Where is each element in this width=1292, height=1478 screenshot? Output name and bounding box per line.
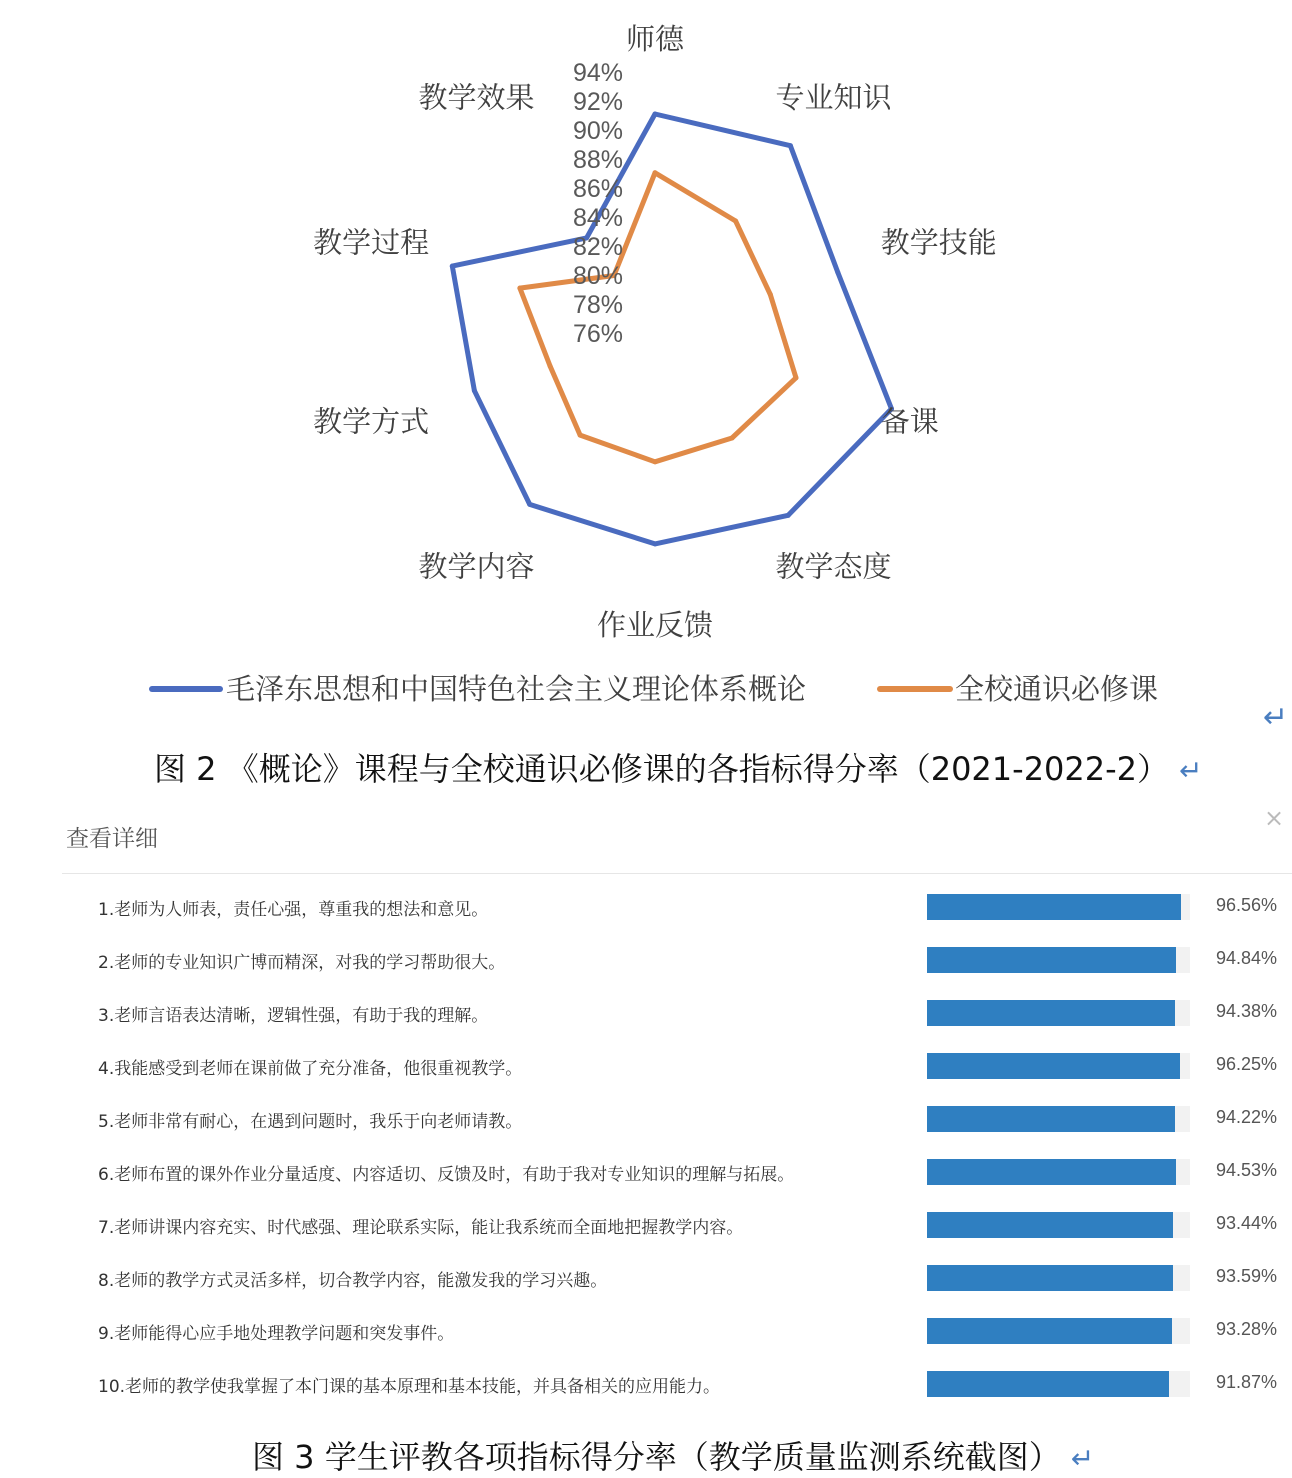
axis-label: 备课 — [880, 404, 939, 439]
radar-point — [730, 436, 735, 441]
radar-chart — [0, 0, 1292, 720]
score-bar-track — [927, 1212, 1190, 1238]
score-percent: 91.87% — [1216, 1372, 1278, 1392]
radar-point — [653, 170, 658, 175]
indicator-row — [0, 1304, 1292, 1357]
score-percent: 94.38% — [1216, 1001, 1278, 1021]
indicator-row — [0, 880, 1292, 933]
indicator-text: 1.老师为人师表，责任心强，尊重我的想法和意见。 — [98, 900, 489, 920]
radar-series-0 — [452, 114, 891, 544]
radar-point — [835, 270, 840, 275]
figure-3-caption-text: 图 3 学生评教各项指标得分率（教学质量监测系统截图） — [252, 1438, 1061, 1476]
score-percent: 96.25% — [1216, 1054, 1278, 1074]
radial-tick-label: 86% — [572, 175, 623, 203]
radial-tick-label: 80% — [572, 262, 623, 290]
radial-tick-label: 84% — [572, 204, 623, 232]
score-bar — [927, 1053, 1180, 1079]
score-bar — [927, 1000, 1175, 1026]
score-bar-track — [927, 1265, 1190, 1291]
score-bar — [927, 894, 1181, 920]
score-bar — [927, 947, 1176, 973]
radar-point — [733, 219, 738, 224]
radial-tick-label: 88% — [572, 146, 623, 174]
radar-point — [517, 286, 522, 291]
score-percent: 93.28% — [1216, 1319, 1278, 1339]
indicator-row — [0, 1039, 1292, 1092]
radial-tick-label: 90% — [572, 117, 623, 145]
indicator-row — [0, 933, 1292, 986]
indicator-row — [0, 1092, 1292, 1145]
score-bar-track — [927, 1159, 1190, 1185]
score-percent: 94.84% — [1216, 948, 1278, 968]
axis-label: 教学效果 — [418, 80, 535, 115]
score-bar — [927, 1318, 1172, 1344]
indicator-text: 10.老师的教学使我掌握了本门课的基本原理和基本技能，并具备相关的应用能力。 — [98, 1377, 721, 1397]
panel-divider — [62, 873, 1292, 874]
score-bar-track — [927, 1053, 1190, 1079]
indicator-text: 7.老师讲课内容充实、时代感强、理论联系实际，能让我系统而全面地把握教学内容。 — [98, 1218, 744, 1238]
radial-tick-label: 78% — [572, 291, 623, 319]
score-bar-track — [927, 1318, 1190, 1344]
score-percent: 93.44% — [1216, 1213, 1278, 1233]
score-bar — [927, 1106, 1175, 1132]
score-percent: 93.59% — [1216, 1266, 1278, 1286]
score-bar-track — [927, 894, 1190, 920]
radial-tick-label: 82% — [572, 233, 623, 261]
indicator-text: 8.老师的教学方式灵活多样，切合教学内容，能激发我的学习兴趣。 — [98, 1271, 608, 1291]
paragraph-mark-icon: ↵ — [1070, 1442, 1095, 1475]
score-percent: 96.56% — [1216, 895, 1278, 915]
score-bar — [927, 1159, 1176, 1185]
radar-point — [788, 143, 793, 148]
indicator-text: 5.老师非常有耐心，在遇到问题时，我乐于向老师请教。 — [98, 1112, 523, 1132]
figure-3-caption — [252, 1432, 1094, 1478]
radar-point — [527, 502, 532, 507]
axis-label: 作业反馈 — [596, 608, 714, 642]
figure-2-caption-text: 图 2 《概论》课程与全校通识必修课的各指标得分率（2021-2022-2） — [154, 750, 1170, 788]
legend-label: 全校通识必修课 — [955, 672, 1159, 706]
radar-point — [653, 459, 658, 464]
score-bar-track — [927, 1000, 1190, 1026]
indicator-text: 6.老师布置的课外作业分量适度、内容适切、反馈及时，有助于我对专业知识的理解与拓展。 — [98, 1165, 795, 1185]
indicator-text: 4.我能感受到老师在课前做了充分准备，他很重视教学。 — [98, 1059, 523, 1079]
radial-tick-label: 76% — [572, 320, 623, 348]
radial-tick-label: 92% — [572, 88, 623, 116]
radar-point — [786, 513, 791, 518]
radar-point — [472, 388, 477, 393]
axis-label: 教学过程 — [313, 225, 430, 260]
radar-point — [653, 541, 658, 546]
figure-2-caption — [154, 744, 1203, 790]
paragraph-mark-icon: ↵ — [1263, 700, 1289, 735]
score-bar-track — [927, 1106, 1190, 1132]
axis-label: 师德 — [625, 22, 685, 56]
axis-label: 教学技能 — [880, 225, 997, 260]
indicator-row — [0, 1357, 1292, 1410]
score-percent: 94.53% — [1216, 1160, 1278, 1180]
indicator-text: 3.老师言语表达清晰，逻辑性强，有助于我的理解。 — [98, 1006, 489, 1026]
indicator-row — [0, 1198, 1292, 1251]
score-bar — [927, 1265, 1173, 1291]
radial-tick-label: 94% — [572, 59, 623, 87]
radar-series-1 — [520, 173, 796, 462]
radar-point — [794, 375, 799, 380]
axis-label: 教学态度 — [775, 549, 892, 584]
indicator-text: 2.老师的专业知识广博而精深，对我的学习帮助很大。 — [98, 953, 506, 973]
radar-point — [578, 433, 583, 438]
radar-point — [450, 264, 455, 269]
axis-label: 教学方式 — [313, 404, 430, 439]
score-bar-track — [927, 1371, 1190, 1397]
score-bar-track — [927, 947, 1190, 973]
score-bar — [927, 1212, 1173, 1238]
radar-point — [768, 292, 773, 297]
indicator-row — [0, 986, 1292, 1039]
paragraph-mark-icon: ↵ — [1179, 754, 1203, 787]
axis-label: 教学内容 — [418, 549, 535, 584]
indicator-row — [0, 1145, 1292, 1198]
close-icon[interactable]: × — [1264, 804, 1285, 832]
score-bar — [927, 1371, 1169, 1397]
indicator-text: 9.老师能得心应手地处理教学问题和突发事件。 — [98, 1324, 455, 1344]
radar-point — [548, 364, 553, 369]
legend-label: 毛泽东思想和中国特色社会主义理论体系概论 — [226, 672, 807, 706]
indicator-row — [0, 1251, 1292, 1304]
detail-panel-title: 查看详细 — [66, 826, 158, 852]
score-percent: 94.22% — [1216, 1107, 1278, 1127]
radar-point — [653, 112, 658, 117]
axis-label: 专业知识 — [775, 80, 892, 115]
